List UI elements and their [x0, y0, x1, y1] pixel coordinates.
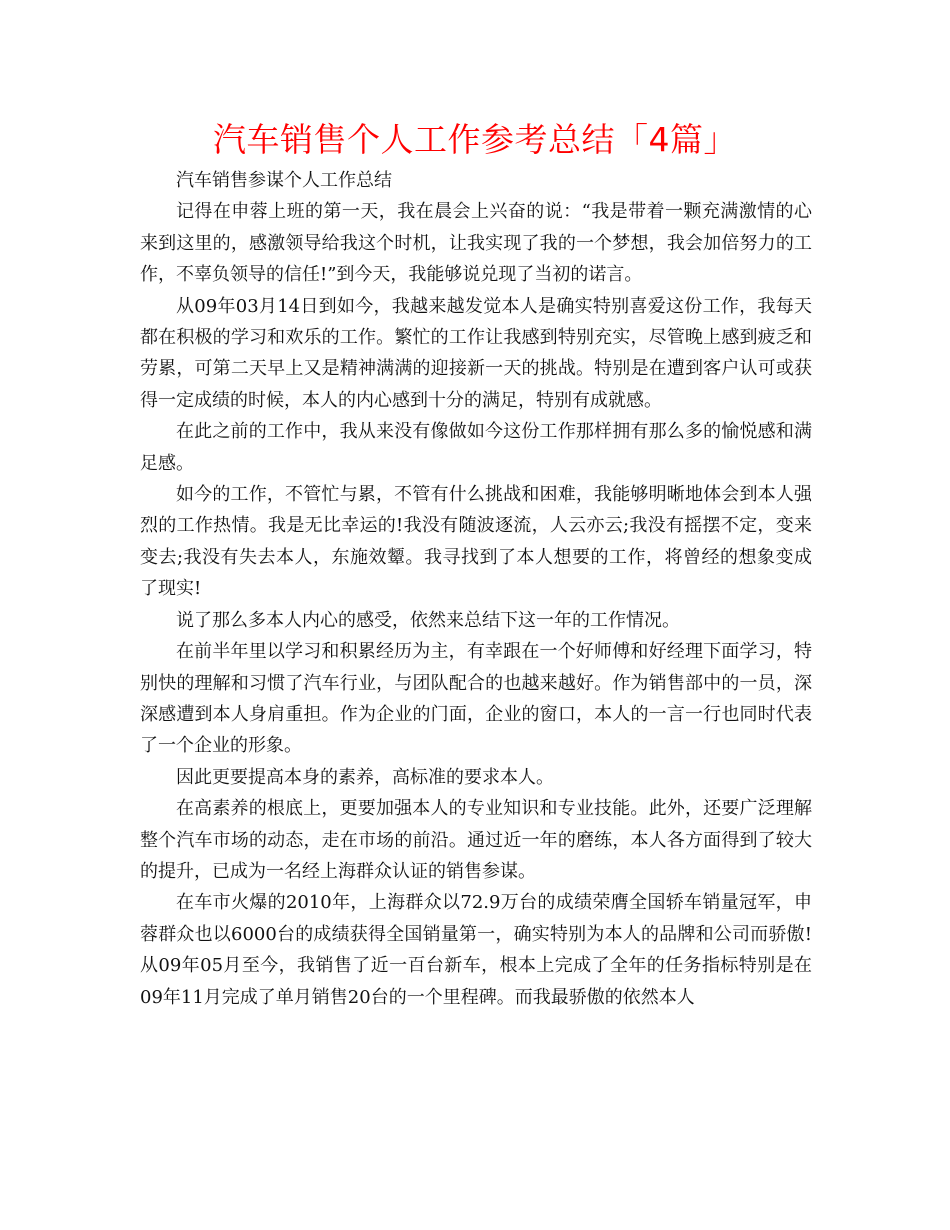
paragraph: 在高素养的根底上，更要加强本人的专业知识和专业技能。此外，还要广泛理解整个汽车市场的动态，走在市场的前沿。通过近一年的磨练，本人各方面得到了较大的提升，已成为一名经上海群众认证的销售参谋。 [140, 798, 812, 882]
paragraph: 因此更要提高本身的素养，高标准的要求本人。 [176, 766, 554, 788]
paragraph: 在此之前的工作中，我从来没有像做如今这份工作那样拥有那么多的愉悦感和满足感。 [140, 421, 812, 474]
paragraph: 在前半年里以学习和积累经历为主，有幸跟在一个好师傅和好经理下面学习，特别快的理解和习惯了汽车行业，与团队配合的也越来越好。作为销售部中的一员，深深感遭到本人身肩重担。作为企业的门面，企业的窗口，本人的一言一行也同时代表了一个企业的形象。 [140, 641, 812, 757]
paragraph: 从09年03月14日到如今，我越来越发觉本人是确实特别喜爱这份工作，我每天都在积极的学习和欢乐的工作。繁忙的工作让我感到特别充实，尽管晚上感到疲乏和劳累，可第二天早上又是精神满满的迎接新一天的挑战。特别是在遭到客户认可或获得一定成绩的时候，本人的内心感到十分的满足，特别有成就感。 [140, 295, 812, 411]
paragraph: 在车市火爆的2010年，上海群众以72.9万台的成绩荣膺全国轿车销量冠军，申蓉群众也以6000台的成绩获得全国销量第一，确实特别为本人的品牌和公司而骄傲!从09年05月至今，我销售了近一百台新车，根本上完成了全年的任务指标特别是在09年11月完成了单月销售20台的一个里程碑。而我最骄傲的依然本人 [140, 892, 812, 1008]
document-body [140, 165, 812, 1013]
paragraph: 说了那么多本人内心的感受，依然来总结下这一年的工作情况。 [176, 609, 680, 631]
paragraph: 记得在申蓉上班的第一天，我在晨会上兴奋的说：“我是带着一颗充满激情的心来到这里的，感激领导给我这个时机，让我实现了我的一个梦想，我会加倍努力的工作，不辜负领导的信任!”到今天，我能够说兑现了当初的诺言。 [140, 201, 812, 286]
paragraph: 如今的工作，不管忙与累，不管有什么挑战和困难，我能够明晰地体会到本人强烈的工作热情。我是无比幸运的!我没有随波逐流，人云亦云;我没有摇摆不定，变来变去;我没有失去本人，东施效颦。我寻找到了本人想要的工作，将曾经的想象变成了现实! [140, 484, 812, 600]
document-title: 汽车销售个人工作参考总结「4篇」 [213, 120, 737, 159]
paragraph: 汽车销售参谋个人工作总结 [176, 170, 392, 191]
